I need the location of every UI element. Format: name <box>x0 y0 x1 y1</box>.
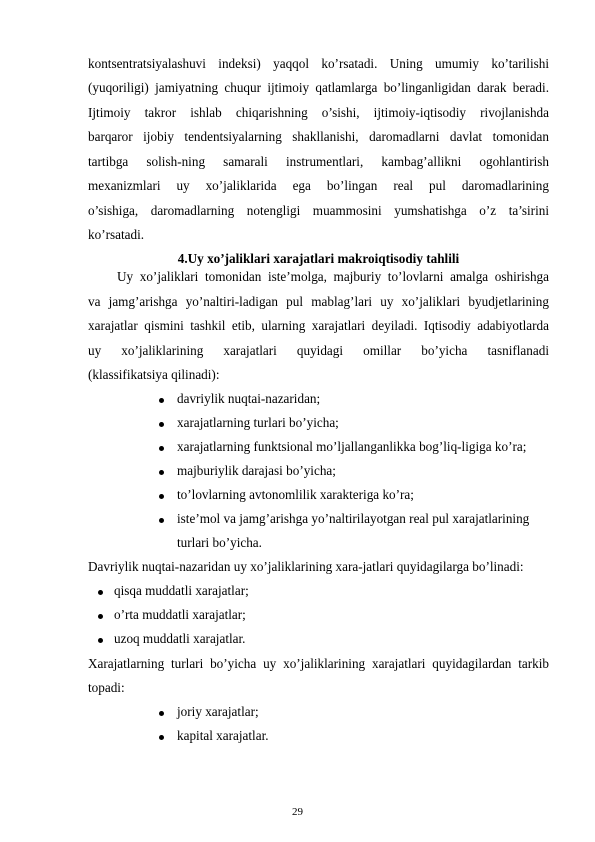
bullet-icon <box>159 446 164 451</box>
paragraph-line: (yuqoriligi) jamiyatning chuqur ijtimoiy qatlamlarga bo’linganligidan darak beradi. <box>88 80 549 95</box>
list-item: xarajatlarning funktsional mo’ljallanganlikka bog’liq-ligiga ko’ra; <box>177 439 527 454</box>
paragraph-line: Davriylik nuqtai-nazaridan uy xo’jaliklarining xara-jatlari quyidagilarga bo’linadi: <box>88 559 524 574</box>
list-item: xarajatlarning turlari bo’yicha; <box>177 415 339 430</box>
list-item: kapital xarajatlar. <box>177 728 269 743</box>
bullet-icon <box>159 494 164 499</box>
paragraph-line: Xarajatlarning turlari bo’yicha uy xo’jaliklarining xarajatlari quyidagilardan tarkib <box>88 656 549 671</box>
paragraph-line: mexanizmlari uy xo’jaliklarida ega bo’lingan real pul daromadlarining <box>88 178 549 193</box>
paragraph-line: o’sishiga, daromadlarning notengligi muammosini yumshatishga o’z ta’sirini <box>88 203 549 218</box>
list-item: majburiylik darajasi bo’yicha; <box>177 463 336 478</box>
list-item-continuation: turlari bo’yicha. <box>177 535 262 550</box>
paragraph-line: kontsentratsiyalashuvi indeksi) yaqqol ko’rsatadi. Uning umumiy ko’tarilishi <box>88 56 549 71</box>
list-item: to’lovlarning avtonomlilik xarakteriga ko’ra; <box>177 487 414 502</box>
paragraph-line: barqaror ijobiy tendentsiyalarning shakllanishi, daromadlarni davlat tomonidan <box>88 129 549 144</box>
paragraph-line: xarajatlar qismini tashkil etib, ularning xarajatlari deyiladi. Iqtisodiy adabiyotlarda <box>88 318 549 333</box>
list-item: iste’mol va jamg’arishga yo’naltirilayotgan real pul xarajatlarining <box>177 511 530 526</box>
bullet-icon <box>98 614 103 619</box>
bullet-icon <box>159 470 164 475</box>
list-item: o’rta muddatli xarajatlar; <box>114 607 246 622</box>
bullet-icon <box>159 422 164 427</box>
bullet-icon <box>159 398 164 403</box>
bullet-icon <box>159 735 164 740</box>
bullet-icon <box>98 638 103 643</box>
section-heading: 4.Uy xo’jaliklari xarajatlari makroiqtisodiy tahlili <box>177 251 460 266</box>
page-number: 29 <box>292 806 303 818</box>
bullet-icon <box>159 711 164 716</box>
paragraph-line: ko’rsatadi. <box>88 227 145 242</box>
paragraph-line: Uy xo’jaliklari tomonidan iste’molga, majburiy to’lovlarni amalga oshirishga <box>117 269 549 284</box>
paragraph-line: topadi: <box>88 680 125 695</box>
paragraph-line: uy xo’jaliklarining xarajatlari quyidagi omillar bo’yicha tasniflanadi <box>88 343 549 358</box>
list-item: joriy xarajatlar; <box>177 704 259 719</box>
paragraph-line: tartibga solish-ning samarali instrumentlari, kambag’allikni ogohlantirish <box>88 154 549 169</box>
bullet-icon <box>159 518 164 523</box>
paragraph-line: va jamg’arishga yo’naltiri-ladigan pul mablag’lari uy xo’jaliklari byudjetlarining <box>88 294 549 309</box>
list-item: uzoq muddatli xarajatlar. <box>114 631 246 646</box>
list-item: qisqa muddatli xarajatlar; <box>114 583 249 598</box>
list-item: davriylik nuqtai-nazaridan; <box>177 391 321 406</box>
bullet-icon <box>98 590 103 595</box>
paragraph-line: (klassifikatsiya qilinadi): <box>88 367 220 382</box>
paragraph-line: Ijtimoiy takror ishlab chiqarishning o’sishi, ijtimoiy-iqtisodiy rivojlanishda <box>88 105 549 120</box>
